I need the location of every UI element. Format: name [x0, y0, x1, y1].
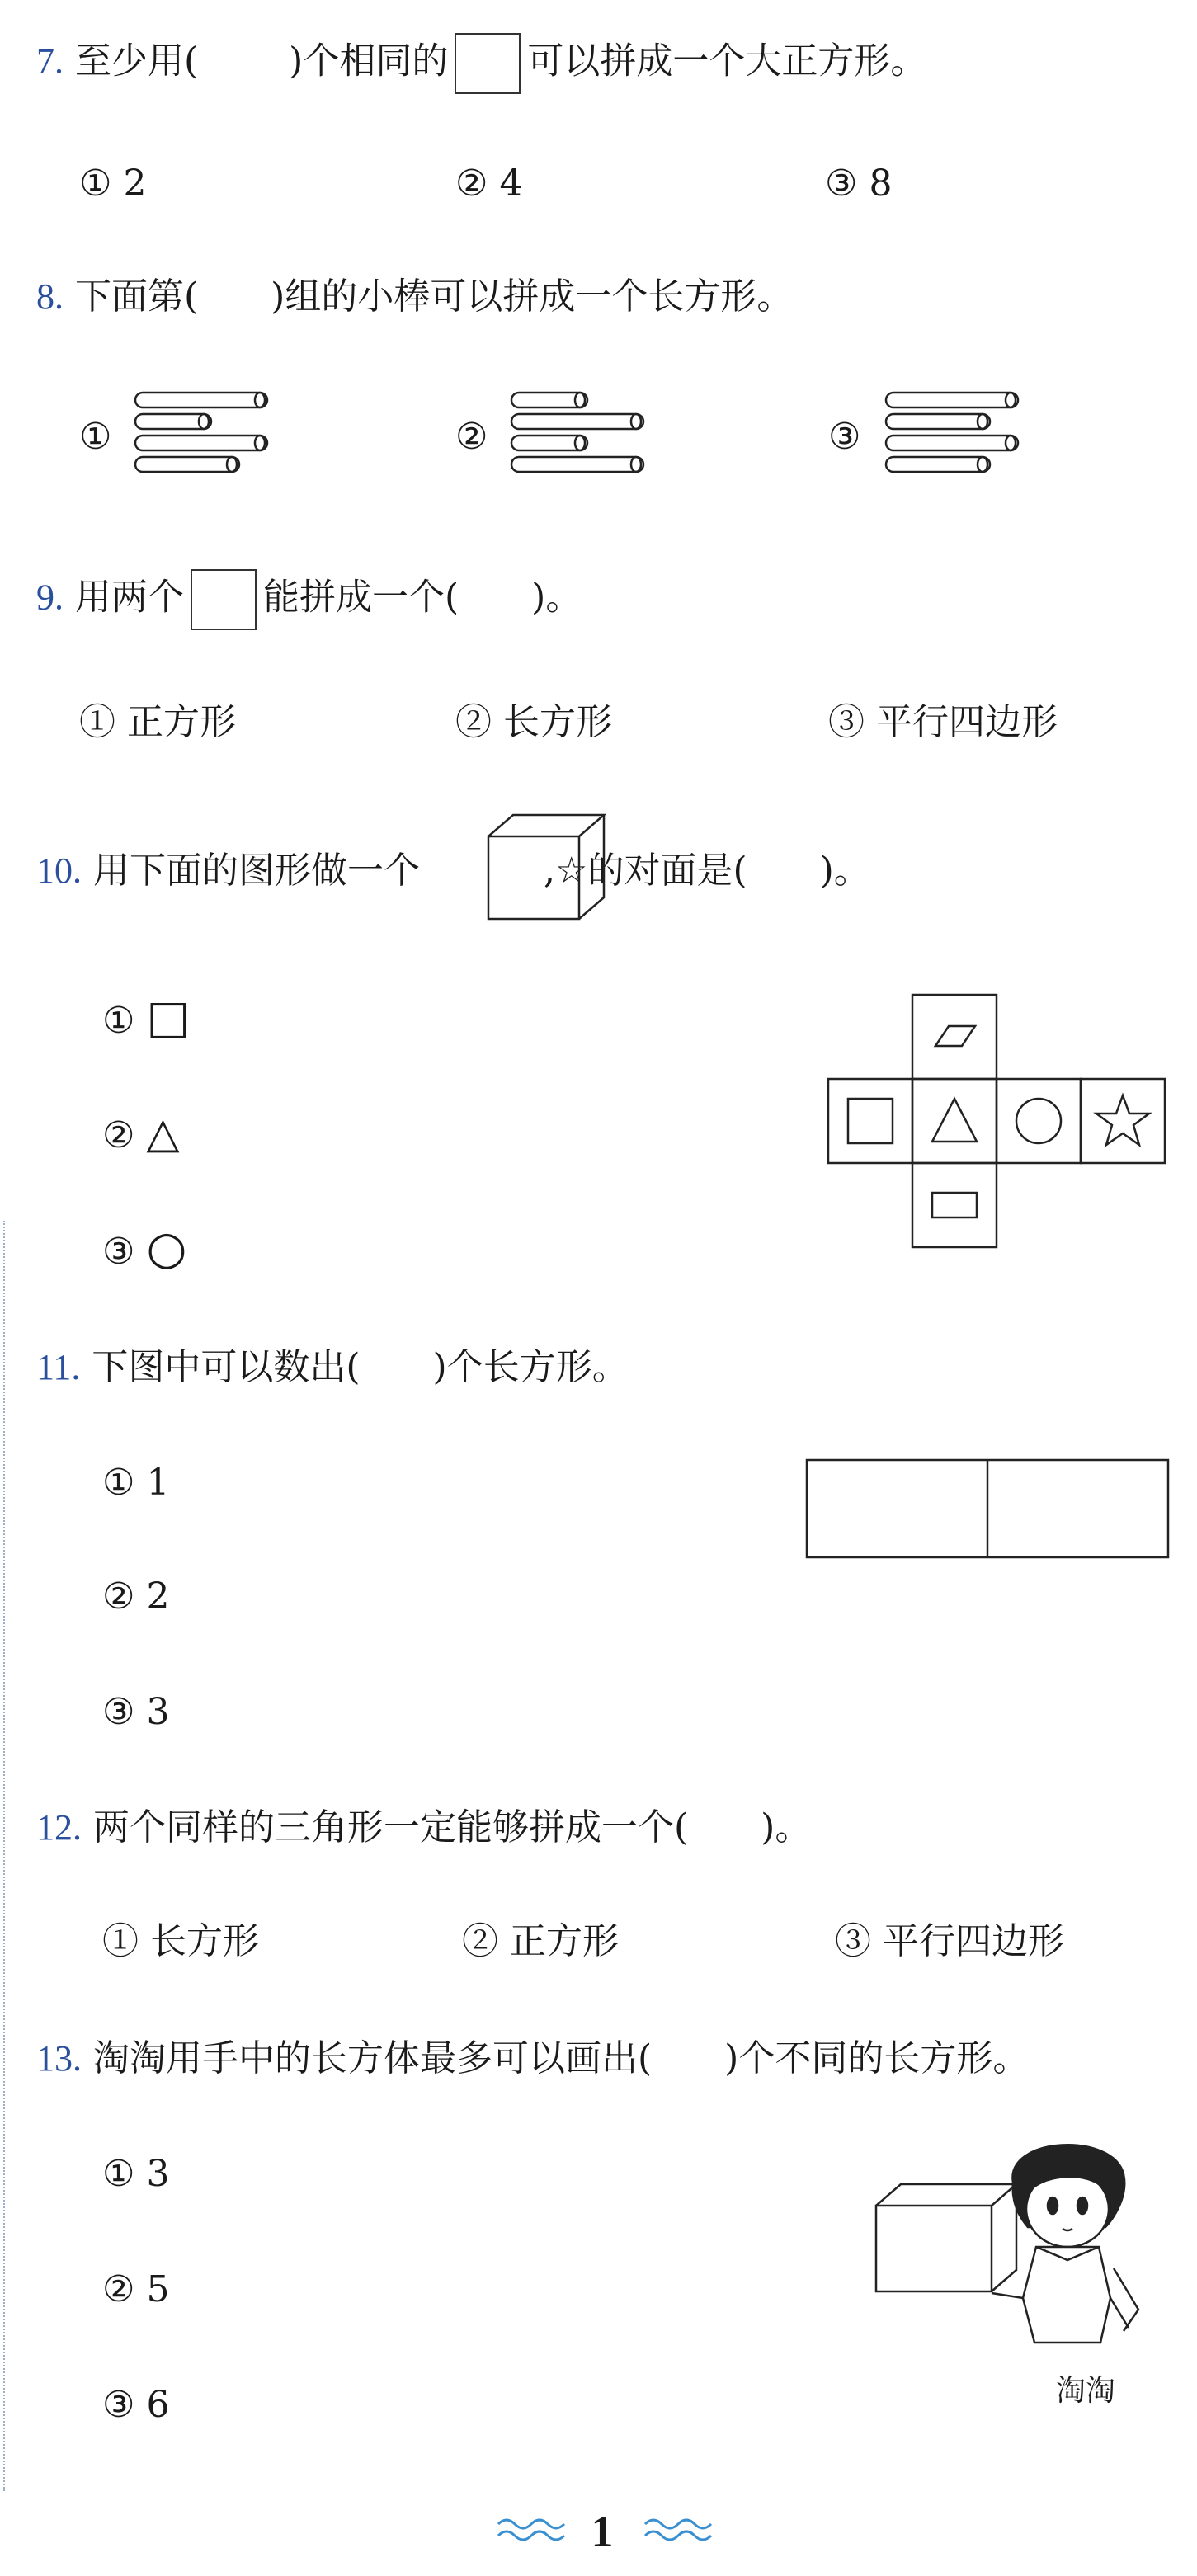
question-text: 的对面是( )。 — [587, 850, 870, 892]
option-label: 1 — [146, 1462, 170, 1504]
option-mark: ② — [455, 416, 488, 458]
question-text: , — [544, 850, 555, 892]
option-label: 4 — [499, 162, 523, 205]
cube-icon — [485, 812, 609, 924]
option-12-3[interactable] — [835, 1919, 1064, 1965]
option-mark: ③ — [835, 1920, 871, 1962]
sticks-group-1 — [130, 388, 279, 487]
option-mark: ③ — [102, 1691, 135, 1733]
cube-net — [827, 993, 1170, 1254]
option-11-3[interactable] — [102, 1689, 169, 1735]
option-11-2[interactable] — [102, 1574, 169, 1620]
question-9 — [36, 569, 582, 630]
option-label: 长方形 — [150, 1920, 259, 1962]
option-7-2[interactable] — [455, 161, 522, 207]
option-10-1[interactable] — [102, 991, 191, 1044]
question-text: )个相同的 — [289, 40, 449, 82]
question-number: 7. — [36, 40, 64, 82]
option-label: 正方形 — [127, 701, 236, 743]
question-13 — [36, 2034, 1029, 2084]
option-label: 2 — [146, 1575, 170, 1618]
option-mark: ③ — [102, 2384, 135, 2426]
square-icon — [191, 569, 257, 630]
question-number: 10. — [36, 850, 82, 891]
option-mark: ① — [102, 1000, 135, 1042]
option-8-1-mark[interactable] — [79, 414, 111, 460]
star-icon: ☆ — [555, 850, 588, 892]
option-13-1[interactable] — [102, 2151, 169, 2197]
question-11 — [36, 1343, 629, 1392]
option-mark: ① — [79, 162, 112, 205]
option-label: 长方形 — [503, 701, 612, 743]
question-text: 两个同样的三角形一定能够拼成一个( )。 — [93, 1806, 812, 1848]
question-text: 用下面的图形做一个 — [93, 850, 420, 892]
question-text: 下图中可以数出( )个长方形。 — [92, 1346, 629, 1388]
question-text: 下面第( )组的小棒可以拼成一个长方形。 — [75, 275, 794, 318]
question-text: 可以拼成一个大正方形。 — [527, 40, 927, 82]
option-mark: ② — [102, 2268, 135, 2310]
option-13-2[interactable] — [102, 2267, 169, 2313]
option-label: 5 — [146, 2268, 170, 2310]
option-7-3[interactable] — [825, 161, 892, 207]
sticks-group-2 — [507, 388, 655, 487]
option-label: 3 — [146, 2153, 170, 2195]
question-8 — [36, 272, 793, 322]
option-12-2[interactable] — [462, 1919, 619, 1965]
question-number: 13. — [36, 2038, 82, 2079]
question-text: 用两个 — [75, 576, 184, 619]
wave-icon-left — [495, 2512, 574, 2545]
question-text: 至少用( — [75, 40, 199, 82]
option-12-1[interactable] — [102, 1919, 259, 1965]
question-number: 12. — [36, 1807, 82, 1848]
option-9-2[interactable] — [455, 699, 612, 746]
margin-dotted-line — [3, 1221, 5, 2491]
option-mark: ③ — [102, 1231, 135, 1273]
option-mark: ② — [102, 1575, 135, 1618]
square-icon — [455, 33, 521, 94]
option-label: 3 — [146, 1691, 170, 1733]
option-mark: ② — [455, 701, 492, 743]
circle-symbol: ○ — [146, 1222, 187, 1275]
option-mark: ① — [79, 416, 112, 458]
question-number: 8. — [36, 276, 64, 317]
option-mark: ③ — [825, 162, 858, 205]
option-mark: ② — [102, 1114, 135, 1156]
option-7-1[interactable] — [79, 161, 146, 207]
question-7 — [36, 33, 926, 94]
square-symbol: □ — [146, 991, 191, 1044]
option-mark: ② — [462, 1920, 498, 1962]
question-text: 淘淘用手中的长方体最多可以画出( )个不同的长方形。 — [93, 2037, 1030, 2079]
option-label: 平行四边形 — [883, 1920, 1064, 1962]
option-mark: ③ — [828, 416, 861, 458]
option-mark: ③ — [828, 701, 865, 743]
question-text: 能拼成一个( )。 — [263, 576, 582, 619]
option-10-3[interactable] — [102, 1222, 187, 1275]
option-label: 2 — [123, 162, 147, 205]
page-number: 1 — [591, 2507, 614, 2556]
option-9-3[interactable] — [828, 699, 1058, 746]
option-label: 6 — [146, 2384, 170, 2426]
character-name-label: 淘淘 — [1056, 2374, 1116, 2408]
question-10 — [36, 846, 870, 896]
option-mark: ① — [102, 1462, 135, 1504]
option-8-3-mark[interactable] — [828, 414, 860, 460]
question-number: 11. — [36, 1347, 81, 1387]
option-label: 正方形 — [510, 1920, 619, 1962]
option-10-2[interactable] — [102, 1110, 179, 1159]
option-13-3[interactable] — [102, 2382, 169, 2428]
triangle-symbol: △ — [146, 1109, 180, 1158]
option-11-1[interactable] — [102, 1460, 169, 1506]
option-8-2-mark[interactable] — [455, 414, 488, 460]
wave-icon-right — [642, 2512, 721, 2545]
sticks-group-3 — [881, 388, 1030, 487]
two-rectangles-figure — [805, 1458, 1171, 1561]
option-mark: ① — [102, 2153, 135, 2195]
option-mark: ① — [102, 1920, 139, 1962]
option-label: 8 — [869, 162, 893, 205]
option-label: 平行四边形 — [876, 701, 1058, 743]
option-9-1[interactable] — [79, 699, 236, 746]
boy-with-cuboid-illustration — [866, 2136, 1180, 2409]
option-mark: ① — [79, 701, 115, 743]
option-mark: ② — [455, 162, 488, 205]
question-number: 9. — [36, 577, 64, 618]
question-12 — [36, 1803, 811, 1853]
